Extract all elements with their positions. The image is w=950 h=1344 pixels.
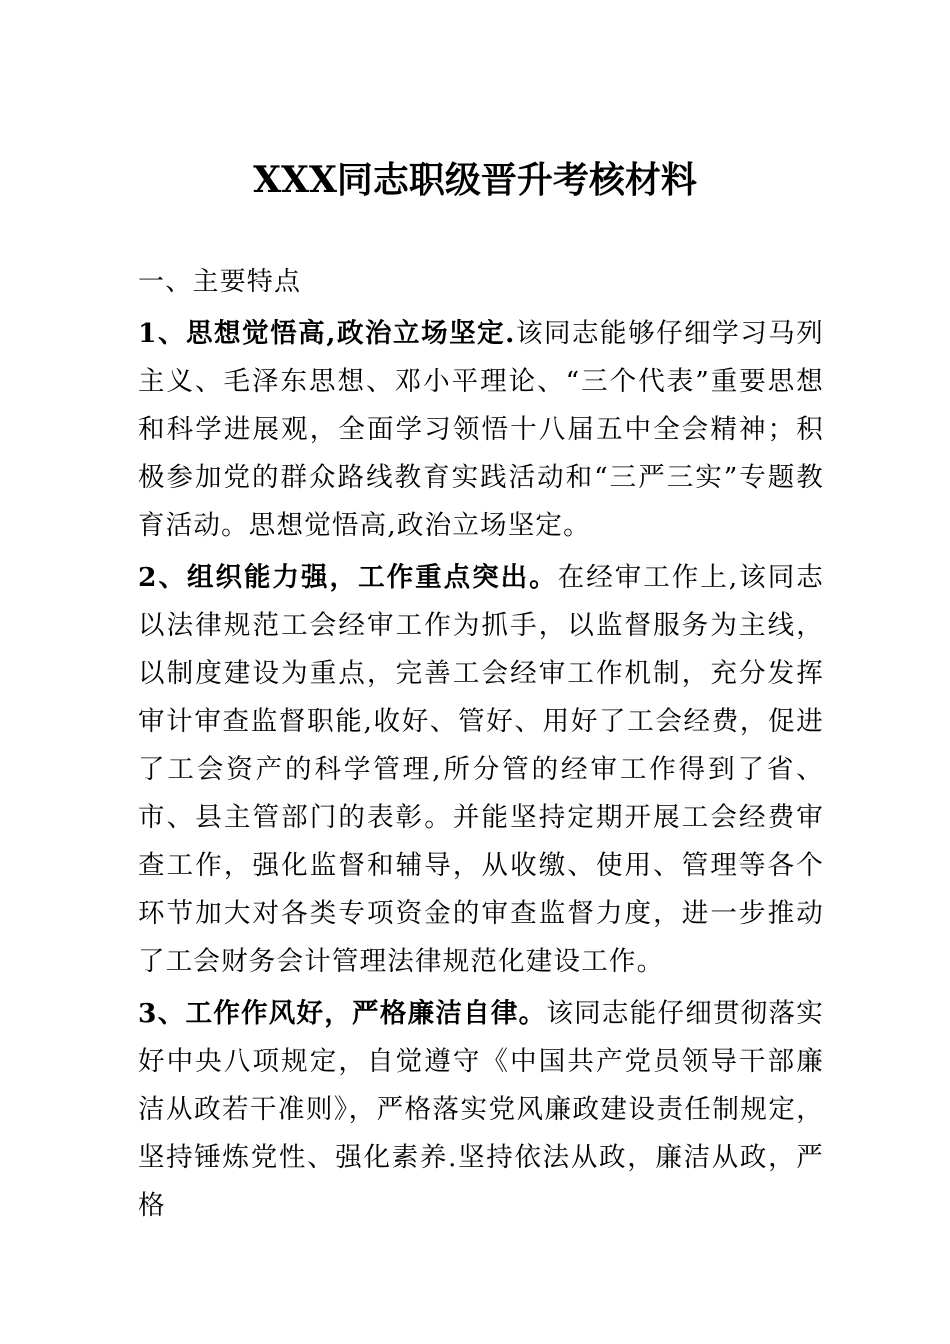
paragraph-text: 该同志能够仔细学习马列主义、毛泽东思想、邓小平理论、“三个代表”重要思想和科学进展观，全面学习领悟十八届五中全会精神；积极参加党的群众路线教育实践活动和“三严三实”专题教育活动。思想觉悟高,政治立场坚定。 (138, 318, 825, 541)
document-body (138, 258, 824, 1230)
paragraph-item-2 (138, 550, 824, 986)
paragraph-lead: 3、工作作风好，严格廉洁自律。 (138, 998, 547, 1029)
paragraph-lead: 1、思想觉悟高,政治立场坚定. (138, 318, 516, 349)
section-heading: 一、主要特点 (138, 267, 302, 297)
paragraph-text: 该同志能仔细贯彻落实好中央八项规定，自觉遵守《中国共产党员领导干部廉洁从政若干准则》，严格落实党风廉政建设责任制规定，坚持锤炼党性、强化素养.坚持依法从政，廉洁从政，严格 (138, 998, 824, 1221)
paragraph-text: 在经审工作上,该同志以法律规范工会经审工作为抓手，以监督服务为主线，以制度建设为重点，完善工会经审工作机制，充分发挥审计审查监督职能,收好、管好、用好了工会经费，促进了工会资产的科学管理,所分管的经审工作得到了省、市、县主管部门的表彰。并能坚持定期开展工会经费审查工作，强化监督和辅导，从收缴、使用、管理等各个环节加大对各类专项资金的审查监督力度，进一步推动了工会财务会计管理法律规范化建设工作。 (138, 562, 824, 977)
paragraph-item-3 (138, 986, 824, 1230)
paragraph-lead: 2、组织能力强，工作重点突出。 (138, 562, 558, 593)
document-title: XXX同志职级晋升考核材料 (253, 159, 697, 201)
paragraph-item-1 (138, 306, 824, 550)
